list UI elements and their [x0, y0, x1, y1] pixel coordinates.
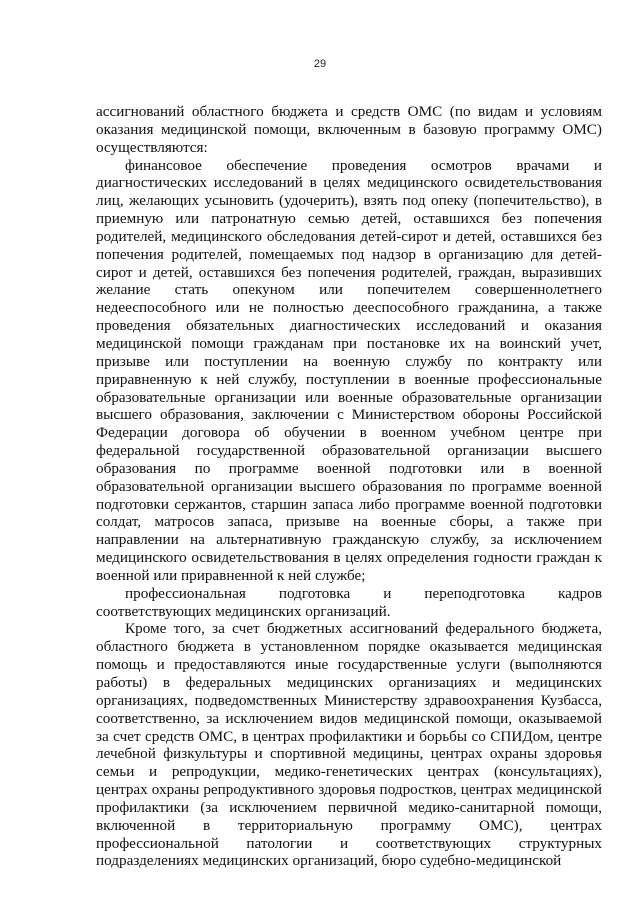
body-text: [96, 103, 602, 870]
paragraph-funding-intro: ассигнований областного бюджета и средств ОМС (по видам и условиям оказания медицинской помощи, включенным в базовую программу ОМС) осуществляются:: [96, 103, 602, 156]
page-number: 29: [313, 58, 327, 70]
paragraph-federal-budget: Кроме того, за счет бюджетных ассигнований федерального бюджета, областного бюджета в установленном порядке оказывается медицинская помощь и предоставляются иные государственные услуги (выполняются работы) в федеральных медицинских организациях и медицинских организациях, подведомственных Министерству здравоохранения Кузбасса, соответственно, за исключением видов медицинской помощи, оказываемой за счет средств ОМС, в центрах профилактики и борьбы со СПИДом, центре лечебной физкультуры и спортивной медицины, центрах охраны здоровья семьи и репродукции, медико-генетических центрах (консультациях), центрах охраны репродуктивного здоровья подростков, центрах медицинской профилактики (за исключением первичной медико-санитарной помощи, включенной в территориальную программу ОМС), центрах профессиональной патологии и соответствующих структурных подразделениях медицинских организаций, бюро судебно-медицинской: [96, 620, 602, 870]
paragraph-medical-examinations: финансовое обеспечение проведения осмотров врачами и диагностических исследований в целях медицинского освидетельствования лиц, желающих усыновить (удочерить), взять под опеку (попечительство), в приемную или патронатную семью детей, оставшихся без попечения родителей, медицинского обследования детей-сирот и детей, оставшихся без попечения родителей, помещаемых под надзор в организацию для детей-сирот и детей, оставшихся без попечения родителей, граждан, выразивших желание стать опекуном или попечителем совершеннолетнего недееспособного или не полностью дееспособного гражданина, а также проведения обязательных диагностических исследований и оказания медицинской помощи гражданам при постановке их на воинский учет, призыве или поступлении на военную службу по контракту или приравненную к ней службу, поступлении в военные профессиональные образовательные организации или военные образовательные организации высшего образования, заключении с Министерством обороны Российской Федерации договора об обучении в военном учебном центре при федеральной государственной образовательной организации высшего образования по программе военной подготовки или в военной образовательной организации высшего образования по программе военной подготовки сержантов, старшин запаса либо программе военной подготовки солдат, матросов запаса, призыве на военные сборы, а также при направлении на альтернативную гражданскую службу, за исключением медицинского освидетельствования в целях определения годности граждан к военной или приравненной к ней службе;: [96, 156, 602, 584]
paragraph-professional-training: профессиональная подготовка и переподготовка кадров соответствующих медицинских организаций.: [96, 584, 602, 620]
